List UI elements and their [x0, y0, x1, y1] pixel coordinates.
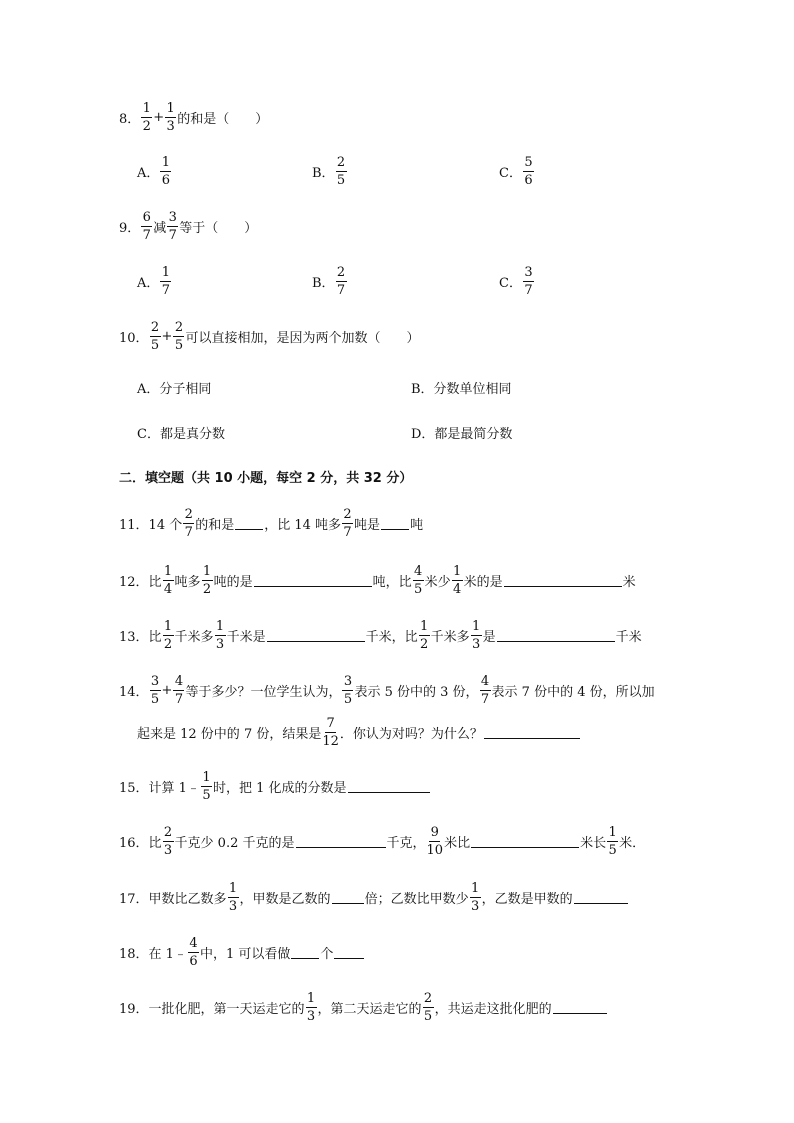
answer-blank[interactable]: [296, 835, 386, 848]
option-text: C．都是真分数: [137, 427, 225, 442]
question-number: 9．: [119, 221, 141, 236]
question-12: [119, 565, 636, 596]
question-text: ，共运走这批化肥的: [434, 1002, 552, 1017]
fraction: $\frac{1}{3}$: [470, 881, 480, 914]
question-text: 减: [153, 221, 167, 236]
answer-blank[interactable]: [254, 574, 372, 587]
question-text: 米．: [619, 836, 646, 851]
question-text: 的和是: [195, 518, 235, 533]
answer-blank[interactable]: [574, 891, 628, 904]
plus-sign: +: [153, 110, 165, 125]
option-label: B．: [312, 276, 335, 291]
fraction: $\frac{1}{6}$: [161, 155, 171, 188]
question-14-line-2: [137, 717, 581, 748]
fraction: $\frac{2}{7}$: [184, 507, 193, 540]
question-text: 千米，比: [365, 630, 418, 645]
option-c[interactable]: [499, 156, 535, 187]
answer-blank[interactable]: [267, 629, 365, 642]
fraction: $\frac{1}{5}$: [608, 825, 617, 858]
plus-sign: +: [161, 329, 173, 344]
option-text: B．分数单位相同: [411, 382, 512, 397]
option-b[interactable]: [411, 378, 512, 397]
question-number: 14．: [119, 685, 149, 700]
question-text: ，甲数是乙数的: [239, 892, 331, 907]
question-text: 吨是: [354, 518, 381, 533]
question-text: ，第二天运走它的: [317, 1002, 422, 1017]
question-text: 11．14 个: [119, 518, 183, 533]
fraction: $\frac{1}{4}$: [452, 564, 462, 597]
question-text: 千克，: [386, 836, 426, 851]
option-c[interactable]: [137, 423, 225, 442]
question-text: 吨的是: [213, 575, 253, 590]
option-text: D．都是最简分数: [411, 427, 513, 442]
question-text: 千米是: [226, 630, 266, 645]
answer-blank[interactable]: [291, 946, 319, 959]
question-text: 15．计算 1﹣: [119, 781, 200, 796]
question-text: 可以直接相加，是因为两个加数（ ）: [185, 331, 420, 346]
fraction: $\frac{4}{7}$: [480, 674, 490, 707]
question-text: 千米: [615, 630, 642, 645]
answer-blank[interactable]: [553, 1001, 607, 1014]
option-text: A．分子相同: [137, 382, 212, 397]
section-heading: 二．填空题（共 10 小题，每空 2 分，共 32 分）: [119, 471, 413, 486]
fraction: $\frac{1}{4}$: [163, 564, 173, 597]
question-text: 等于多少？一位学生认为，: [185, 685, 342, 700]
question-text: 米: [622, 575, 636, 590]
question-11: [119, 508, 423, 539]
question-text: 倍；乙数比甲数少: [364, 892, 469, 907]
fraction: $\frac{1}{7}$: [161, 265, 171, 298]
option-a[interactable]: [137, 378, 211, 397]
question-text: 米长: [580, 836, 607, 851]
question-13: [119, 620, 642, 651]
fraction: $\frac{3}{5}$: [150, 674, 160, 707]
question-text: ．你认为对吗？为什么？: [339, 727, 483, 742]
answer-blank[interactable]: [332, 891, 364, 904]
option-b[interactable]: [312, 156, 348, 187]
fraction: $\frac{1}{2}$: [202, 564, 212, 597]
answer-blank[interactable]: [471, 835, 579, 848]
option-c[interactable]: [499, 266, 535, 297]
fraction: $\frac{2}{5}$: [336, 155, 346, 188]
question-15: [119, 771, 431, 802]
fraction: $\frac{3}{7}$: [524, 265, 533, 298]
question-text: ，乙数是甲数的: [481, 892, 573, 907]
question-text: 千米多: [430, 630, 470, 645]
question-text: 表示 5 份中的 3 份，: [354, 685, 479, 700]
fraction: $\frac{4}{6}$: [189, 936, 198, 969]
question-text: 17．甲数比乙数多: [119, 892, 227, 907]
fraction: $\frac{1}{3}$: [306, 991, 316, 1024]
answer-blank[interactable]: [235, 517, 263, 530]
question-14: [119, 675, 655, 706]
question-text: 等于（ ）: [179, 221, 258, 236]
fraction: $\frac{3}{5}$: [343, 674, 353, 707]
question-text: 的和是（ ）: [177, 112, 269, 127]
question-text: 米比: [444, 836, 471, 851]
question-text: 米的是: [463, 575, 503, 590]
question-text: 吨多: [174, 575, 201, 590]
question-text: 中，1 可以看做: [199, 947, 291, 962]
question-text: 千克少 0.2 千克的是: [174, 836, 295, 851]
fraction: $\frac{1}{3}$: [166, 101, 175, 134]
question-text: 16．比: [119, 836, 162, 851]
question-text: 表示 7 份中的 4 份，所以加: [491, 685, 655, 700]
fraction: $\frac{1}{2}$: [419, 619, 429, 652]
question-number: 8．: [119, 112, 141, 127]
option-a[interactable]: [137, 156, 172, 187]
option-label: A．: [137, 166, 160, 181]
question-text: 是: [482, 630, 496, 645]
option-label: B．: [312, 166, 335, 181]
question-text: 个: [320, 947, 334, 962]
question-text: 13．比: [119, 630, 162, 645]
option-a[interactable]: [137, 266, 172, 297]
question-text: 米少: [424, 575, 451, 590]
fraction: $\frac{2}{3}$: [163, 825, 173, 858]
fraction: $\frac{6}{7}$: [142, 210, 151, 243]
fraction: $\frac{4}{5}$: [413, 564, 423, 597]
fraction: $\frac{1}{3}$: [215, 619, 225, 652]
answer-blank[interactable]: [497, 629, 615, 642]
option-label: C．: [499, 276, 522, 291]
question-text: 18．在 1﹣: [119, 947, 187, 962]
answer-blank[interactable]: [381, 517, 409, 530]
fraction: $\frac{4}{7}$: [174, 674, 184, 707]
question-16: [119, 826, 645, 857]
fraction: $\frac{1}{5}$: [202, 770, 211, 803]
fraction: $\frac{2}{5}$: [174, 320, 184, 353]
answer-blank[interactable]: [334, 946, 364, 959]
answer-blank[interactable]: [348, 780, 430, 793]
fraction: $\frac{5}{6}$: [524, 155, 533, 188]
question-text: 吨，比: [372, 575, 412, 590]
question-text: 12．比: [119, 575, 162, 590]
fraction: $\frac{2}{5}$: [150, 320, 160, 353]
question-text: ，比 14 吨多: [264, 518, 342, 533]
question-text: 起来是 12 份中的 7 份，结果是: [137, 727, 322, 742]
question-text: 时，把 1 化成的分数是: [212, 781, 347, 796]
fraction: $\frac{3}{7}$: [168, 210, 177, 243]
option-label: A．: [137, 276, 160, 291]
question-17: [119, 882, 629, 913]
fraction: $\frac{7}{12}$: [322, 716, 339, 749]
question-text: 吨: [410, 518, 424, 533]
fraction: $\frac{1}{3}$: [228, 881, 238, 914]
answer-blank[interactable]: [504, 574, 622, 587]
fraction: $\frac{1}{3}$: [471, 619, 481, 652]
question-8: [119, 102, 268, 133]
option-b[interactable]: [312, 266, 348, 297]
fraction: $\frac{2}{7}$: [343, 507, 352, 540]
question-text: 19．一批化肥，第一天运走它的: [119, 1002, 305, 1017]
fraction: $\frac{2}{7}$: [336, 265, 346, 298]
question-18: [119, 937, 365, 968]
option-label: C．: [499, 166, 522, 181]
question-9: [119, 211, 257, 242]
question-19: [119, 992, 608, 1023]
plus-sign: +: [161, 683, 173, 698]
question-10: [119, 321, 419, 352]
fraction: $\frac{9}{10}$: [426, 825, 444, 858]
question-number: 10．: [119, 331, 149, 346]
fraction: $\frac{2}{5}$: [423, 991, 433, 1024]
question-text: 千米多: [174, 630, 214, 645]
option-d[interactable]: [411, 423, 512, 442]
answer-blank[interactable]: [484, 726, 580, 739]
fraction: $\frac{1}{2}$: [163, 619, 173, 652]
fraction: $\frac{1}{2}$: [142, 101, 151, 134]
